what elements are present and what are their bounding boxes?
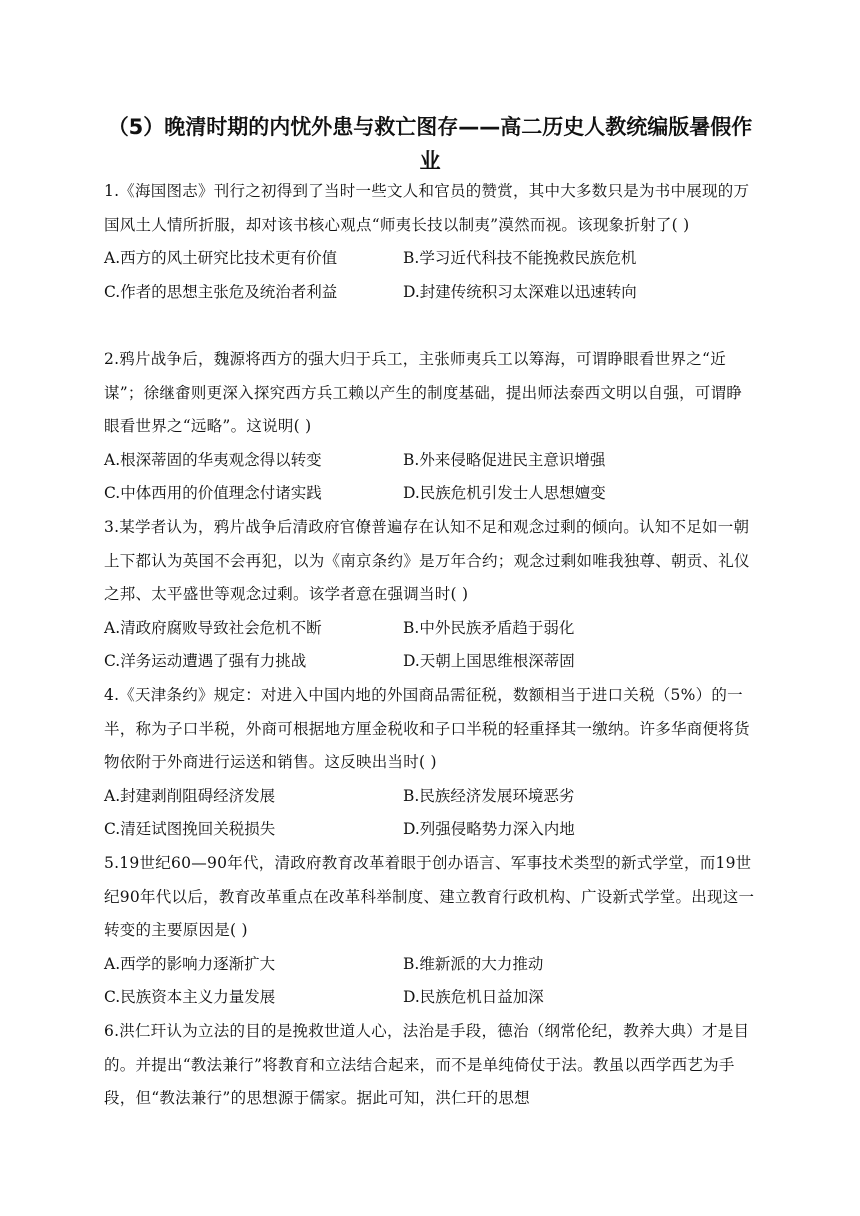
document-title: （5）晚清时期的内忧外患与救亡图存——高二历史人教统编版暑假作业 <box>107 115 753 173</box>
option-b: B.维新派的大力推动 <box>403 954 544 973</box>
option-a: A.根深蒂固的华夷观念得以转变 <box>104 450 322 469</box>
option-c: C.中体西用的价值理念付诸实践 <box>104 484 322 502</box>
option-d: D.封建传统积习太深难以迅速转向 <box>403 282 637 301</box>
option-d: D.天朝上国思维根深蒂固 <box>403 652 575 670</box>
option-c: C.作者的思想主张危及统治者利益 <box>104 282 338 301</box>
question-stem: 5.19世纪60—90年代，清政府教育改革着眼于创办语言、军事技术类型的新式学堂，而19世纪90年代以后，教育改革重点在改革科举制度、建立教育行政机构、广设新式学堂。出现这一转变的主要原因是( ) <box>104 854 755 939</box>
option-b: B.学习近代科技不能挽救民族危机 <box>403 249 637 267</box>
option-a: A.西方的风土研究比技术更有价值 <box>104 249 338 267</box>
option-b: B.中外民族矛盾趋于弱化 <box>403 618 575 637</box>
question-1 <box>104 175 756 309</box>
question-stem: 4.《天津条约》规定：对进入中国内地的外国商品需征税，数额相当于进口关税（5%）的一半，称为子口半税，外商可根据地方厘金税收和子口半税的轻重择其一缴纳。许多华商便将货物依附于外商进行运送和销售。这反映出当时( ) <box>104 686 750 771</box>
option-c: C.洋务运动遭遇了强有力挑战 <box>104 652 307 670</box>
question-stem: 1.《海国图志》刊行之初得到了当时一些文人和官员的赞赏，其中大多数只是为书中展现的万国风土人情所折服，却对该书核心观点“师夷长技以制夷”漠然而视。该现象折射了( ) <box>104 182 750 234</box>
option-b: B.民族经济发展环境恶劣 <box>403 786 575 805</box>
option-a: A.西学的影响力逐渐扩大 <box>104 954 276 973</box>
option-c: C.民族资本主义力量发展 <box>104 988 276 1006</box>
question-stem: 6.洪仁玕认为立法的目的是挽救世道人心，法治是手段，德治（纲常伦纪，教养大典）才是目的。并提出“教法兼行”将教育和立法结合起来，而不是单纯倚仗于法。教虽以西学西艺为手段，但“教法兼行”的思想源于儒家。据此可知，洪仁玕的思想 <box>104 1022 750 1107</box>
option-a: A.清政府腐败导致社会危机不断 <box>104 618 322 637</box>
option-d: D.民族危机引发士人思想嬗变 <box>403 484 606 502</box>
option-a: A.封建剥削阻碍经济发展 <box>104 786 276 805</box>
option-list <box>104 612 756 679</box>
question-5 <box>104 847 756 1015</box>
option-d: D.列强侵略势力深入内地 <box>403 820 575 838</box>
question-3 <box>104 511 756 679</box>
option-list <box>104 948 756 1015</box>
question-2 <box>104 343 756 511</box>
option-c: C.清廷试图挽回关税损失 <box>104 820 276 838</box>
option-d: D.民族危机日益加深 <box>403 988 544 1006</box>
option-list <box>104 444 756 511</box>
question-stem: 3.某学者认为，鸦片战争后清政府官僚普遍存在认知不足和观念过剩的倾向。认知不足如一朝上下都认为英国不会再犯，以为《南京条约》是万年合约；观念过剩如唯我独尊、朝贡、礼仪之邦、太平盛世等观念过剩。该学者意在强调当时( ) <box>104 518 750 603</box>
option-list <box>104 242 756 309</box>
question-stem: 2.鸦片战争后，魏源将西方的强大归于兵工，主张师夷兵工以筹海，可谓睁眼看世界之“近谋”；徐继畬则更深入探究西方兵工赖以产生的制度基础，提出师法泰西文明以自强，可谓睁眼看世界之“远略”。这说明( ) <box>104 350 743 435</box>
option-list <box>104 780 756 847</box>
question-4 <box>104 679 756 847</box>
question-6 <box>104 1015 756 1116</box>
option-b: B.外来侵略促进民主意识增强 <box>403 450 606 469</box>
